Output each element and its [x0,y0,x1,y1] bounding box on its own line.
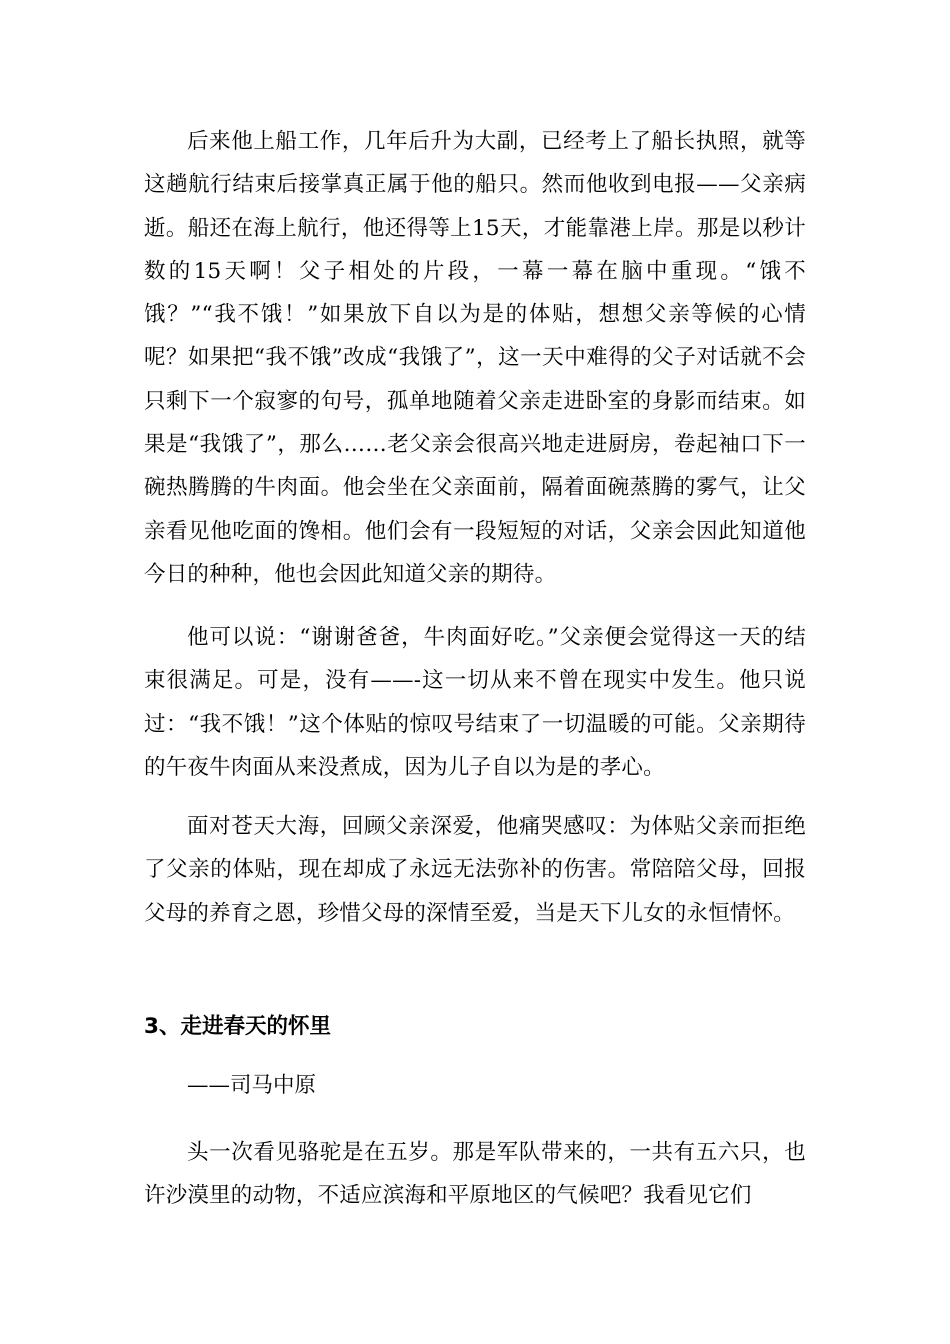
section-heading: 3、走进春天的怀里 [144,1014,331,1039]
paragraph-father-passing: 后来他上船工作，几年后升为大副，已经考上了船长执照，就等这趟航行结束后接掌真正属于他的船只。然而他收到电报——父亲病逝。船还在海上航行，他还得等上15天，才能靠港上岸。那是以秒计数的15天啊！父子相处的片段，一幕一幕在脑中重现。“饿不饿？”“我不饿！”如果放下自以为是的体贴，想想父亲等候的心情呢？如果把“我不饿”改成“我饿了”，这一天中难得的父子对话就不会只剩下一个寂寥的句号，孤单地随着父亲走进卧室的身影而结束。如果是“我饿了”，那么……老父亲会很高兴地走进厨房，卷起袖口下一碗热腾腾的牛肉面。他会坐在父亲面前，隔着面碗蒸腾的雾气，让父亲看见他吃面的馋相。他们会有一段短短的对话，父亲会因此知道他今日的种种，他也会因此知道父亲的期待。 [144,129,806,587]
paragraph-reflection: 面对苍天大海，回顾父亲深爱，他痛哭感叹：为体贴父亲而拒绝了父亲的体贴，现在却成了永远无法弥补的伤害。常陪陪父母，回报父母的养育之恩，珍惜父母的深情至爱，当是天下儿女的永恒情怀。 [144,814,806,926]
author-byline: ——司马中原 [187,1073,317,1098]
paragraph-camels: 头一次看见骆驼是在五岁。那是军队带来的，一共有五六只，也许沙漠里的动物，不适应滨海和平原地区的气候吧？我看见它们 [144,1140,806,1209]
paragraph-thank-you-dad: 他可以说：“谢谢爸爸，牛肉面好吃。”父亲便会觉得这一天的结束很满足。可是，没有——-这一切从来不曾在现实中发生。他只说过：“我不饿！”这个体贴的惊叹号结束了一切温暖的可能。父亲期待的午夜牛肉面从来没煮成，因为儿子自以为是的孝心。 [144,625,806,780]
